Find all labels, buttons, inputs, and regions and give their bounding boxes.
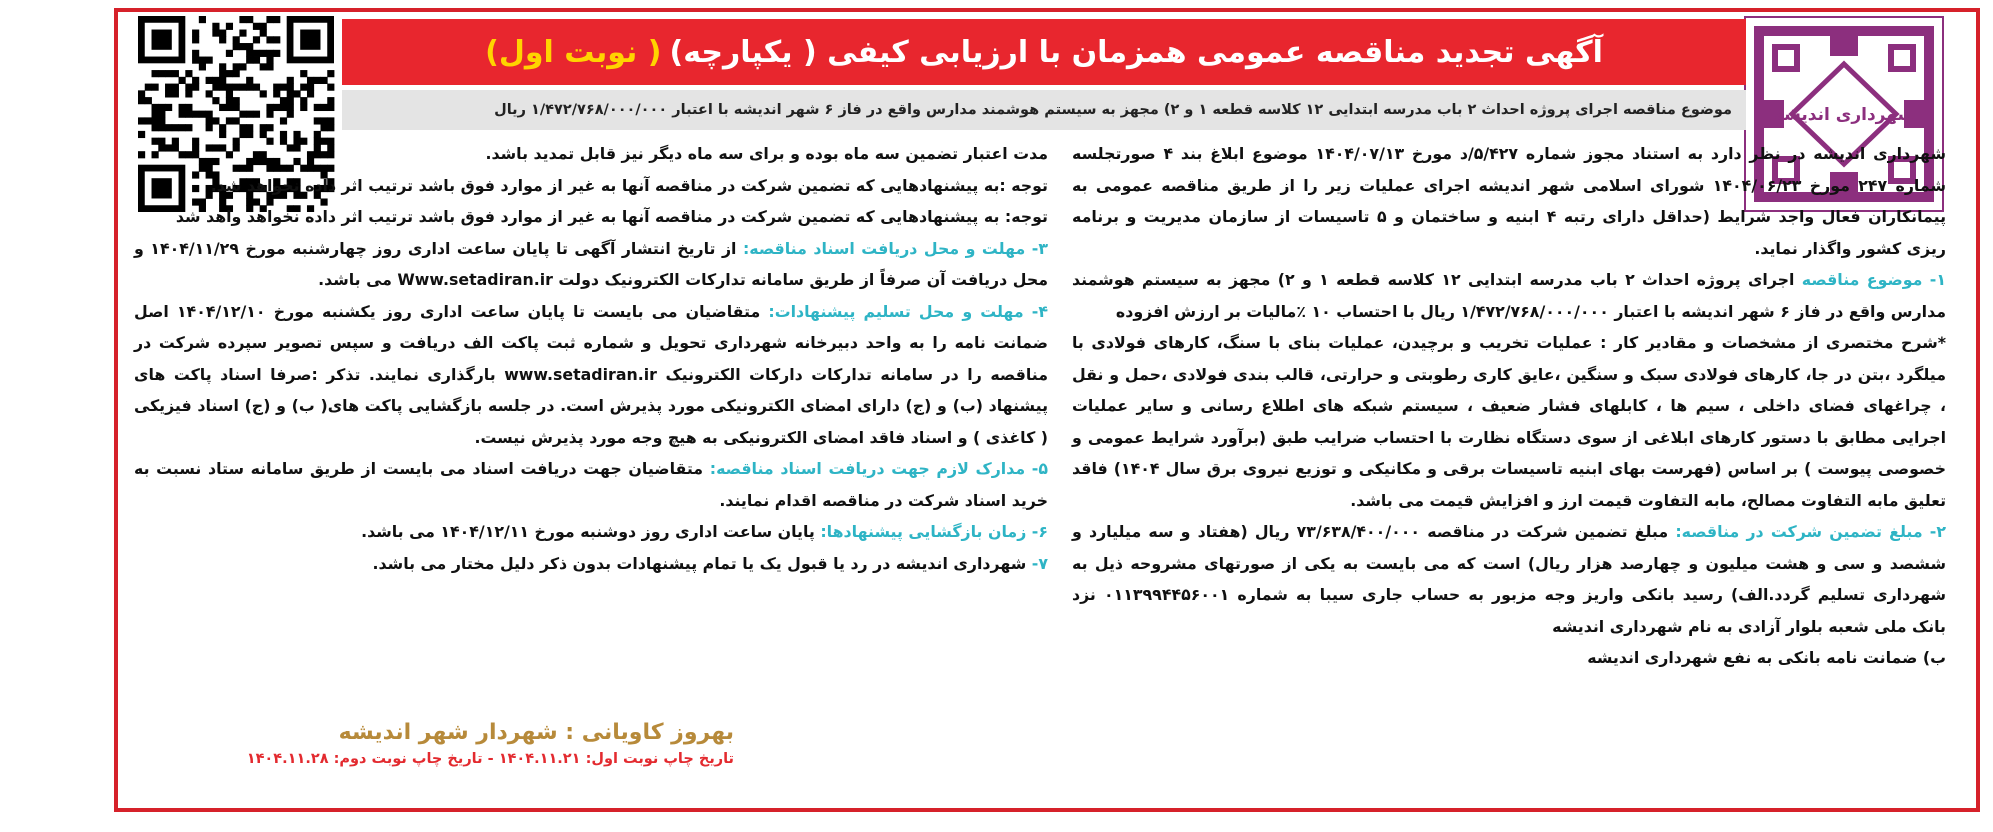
item-1-text: اجرای پروژه احداث ۲ باب مدرسه ابتدایی ۱۲ کلاسه قطعه ۱ و ۲) مجهز به سیستم هوشمند مدارس واقع در فاز ۶ شهر اندیشه با اعتبار ۱/۴۷۲/۷۶۸/۰۰۰/۰۰۰ ریال با احتساب ۱۰ ٪مالیات بر ارزش افزوده bbox=[1072, 270, 1946, 321]
print-dates: تاریخ چاپ نوبت اول: ۱۴۰۴.۱۱.۲۱ - تاریخ چاپ نوبت دوم: ۱۴۰۴.۱۱.۲۸ bbox=[246, 751, 734, 767]
item-6-label: ۶- زمان بازگشایی پیشنهادها: bbox=[820, 522, 1048, 541]
item-4-label: ۴- مهلت و محل تسلیم پیشنهادات: bbox=[768, 301, 1048, 321]
left-column bbox=[134, 138, 1048, 579]
title-turn: ( نوبت اول) bbox=[485, 34, 662, 70]
svg-text:شهرداری اندیشه: شهرداری اندیشه bbox=[1773, 105, 1915, 125]
subject-line: موضوع مناقصه اجرای پروژه احداث ۲ باب مدرسه ابتدایی ۱۲ کلاسه قطعه ۱ و ۲) مجهز به سیستم هوشمند مدارس واقع در فاز ۶ شهر اندیشه با اعتبار ۱/۴۷۲/۷۶۸/۰۰۰/۰۰۰ ریال bbox=[342, 90, 1746, 130]
item-4 bbox=[134, 296, 1048, 454]
item-5-label: ۵- مدارک لازم جهت دریافت اسناد مناقصه: bbox=[709, 459, 1048, 478]
item-2-option-b: ب) ضمانت نامه بانکی به نفع شهرداری اندیشه bbox=[1587, 648, 1946, 667]
note-1: توجه :به پیشنهادهایی که تضمین شرکت در مناقصه آنها به غیر از موارد فوق باشد ترتیب اثر داده نخواهد شد. bbox=[210, 175, 1048, 195]
ad-title bbox=[342, 19, 1746, 85]
item-1 bbox=[1072, 264, 1946, 327]
item-3 bbox=[134, 233, 1048, 296]
item-5-text: متقاضیان جهت دریافت اسناد می بایست از طریق سامانه ستاد نسبت به خرید اسناد شرکت در مناقصه اقدام نمایند. bbox=[134, 459, 1048, 510]
item-4-text: متقاضیان می بایست تا پایان ساعت اداری روز یکشنبه مورخ ۱۴۰۴/۱۲/۱۰ اصل ضمانت نامه را به واحد دبیرخانه شهرداری تحویل و شماره ثبت پاکت الف دریافت و سپس تصویر سپرده شرکت در مناقصه را در سامانه تدارکات دارکات الکترونیک www.setadiran.ir بارگذاری نمایند. تذکر :صرفا اسناد پاکت های پیشنهاد (ب) و (ج) دارای امضای الکترونیکی مورد پذیرش است. در جلسه بازگشایی پاکت های( ب) و (ج) اسناد فیزیکی ( کاغذی ) و اسناد فاقد امضای الکترونیکی به هیچ وجه مورد پذیرش نیست. bbox=[134, 301, 1048, 447]
item-7-text: شهرداری اندیشه در رد یا قبول یک یا تمام پیشنهادات بدون ذکر دلیل مختار می باشد. bbox=[372, 553, 1032, 573]
item-1-label: ۱- موضوع مناقصه bbox=[1801, 270, 1946, 289]
item-3-label: ۳- مهلت و محل دریافت اسناد مناقصه: bbox=[742, 238, 1048, 258]
guarantee-validity: مدت اعتبار تضمین سه ماه بوده و برای سه ماه دیگر نیز قابل تمدید باشد. bbox=[485, 144, 1048, 163]
signature-block bbox=[134, 720, 734, 767]
item-2-text: مبلغ تضمین شرکت در مناقصه ۷۳/۶۳۸/۴۰۰/۰۰۰ ریال (هفتاد و سه میلیارد و ششصد و سی و هشت میلیون و چهارصد هزار ریال) است که می بایست به یکی از صورتهای مشروحه ذیل به شهرداری تسلیم گردد.الف) رسید بانکی واریز وجه مزبور به حساب جاری سیبا به شماره ۰۱۱۳۹۹۴۴۵۶۰۰۱ نزد بانک ملی شعبه بلوار آزادی به نام شهرداری اندیشه bbox=[1072, 522, 1946, 636]
item-5 bbox=[134, 453, 1048, 516]
item-6-text: پایان ساعت اداری روز دوشنبه مورخ ۱۴۰۴/۱۲/۱۱ می باشد. bbox=[361, 522, 821, 541]
item-7 bbox=[134, 548, 1048, 580]
intro-paragraph: شهرداری اندیشه در نظر دارد به استناد مجوز شماره ۵/۴۲۷/د مورخ ۱۴۰۴/۰۷/۱۳ موضوع ابلاغ بند ۴ صورتجلسه شماره ۲۴۷ مورخ ۱۴۰۴/۰۶/۲۳ شورای اسلامی شهر اندیشه اجرای عملیات زیر را از طریق مناقصه عمومی به پیمانکاران فعال واجد شرایط (حداقل دارای رتبه ۴ ابنیه و ساختمان و ۵ تاسیسات از سازمان مدیریت و برنامه ریزی کشور واگذار نماید. bbox=[1072, 144, 1947, 258]
title-main: آگهی تجدید مناقصه عمومی همزمان با ارزیابی کیفی ( یکپارچه) bbox=[669, 34, 1603, 70]
item-3-text: از تاریخ انتشار آگهی تا پایان ساعت اداری روز چهارشنبه مورخ ۱۴۰۴/۱۱/۲۹ و محل دریافت آن صرفاً از طریق سامانه تدارکات الکترونیک دولت Www.setadiran.ir می باشد. bbox=[134, 238, 1048, 289]
note-2: توجه: به پیشنهادهایی که تضمین شرکت در مناقصه آنها به غیر از موارد فوق باشد ترتیب اثر داده نخواهد واهد شد bbox=[175, 207, 1048, 226]
right-column bbox=[1072, 138, 1946, 674]
scope-paragraph: *شرح مختصری از مشخصات و مقادیر کار : عملیات تخریب و برچیدن، عملیات بنای با سنگ، کارهای فولادی با میلگرد ،بتن در جا، کارهای فولادی سبک و سنگین ،عایق کاری رطوبتی و حرارتی، قالب بندی فولادی ،حمل و نقل ، چراغهای فضای داخلی ، سیم ها ، کابلهای فشار ضعیف ، سیستم شبکه های اطلاع رسانی و سایر عملیات اجرایی مطابق با دستور کارهای ابلاغی از سوی دستگاه نظارت با احتساب ضرایب طبق (برآورد شرایط عمومی و خصوصی پیوست ) بر اساس (فهرست بهای ابنیه تاسیسات برقی و مکانیکی و توزیع نیروی برق سال ۱۴۰۴) فاقد تعلیق مابه التفاوت مصالح، مابه التفاوت قیمت ارز و افزایش قیمت می باشد. bbox=[1072, 333, 1946, 510]
item-7-label: ۷- bbox=[1031, 553, 1048, 573]
item-2-label: ۲- مبلغ تضمین شرکت در مناقصه: bbox=[1675, 522, 1946, 541]
mayor-signature: بهروز کاویانی : شهردار شهر اندیشه bbox=[338, 720, 734, 745]
item-6 bbox=[134, 516, 1048, 548]
item-2 bbox=[1072, 516, 1946, 642]
